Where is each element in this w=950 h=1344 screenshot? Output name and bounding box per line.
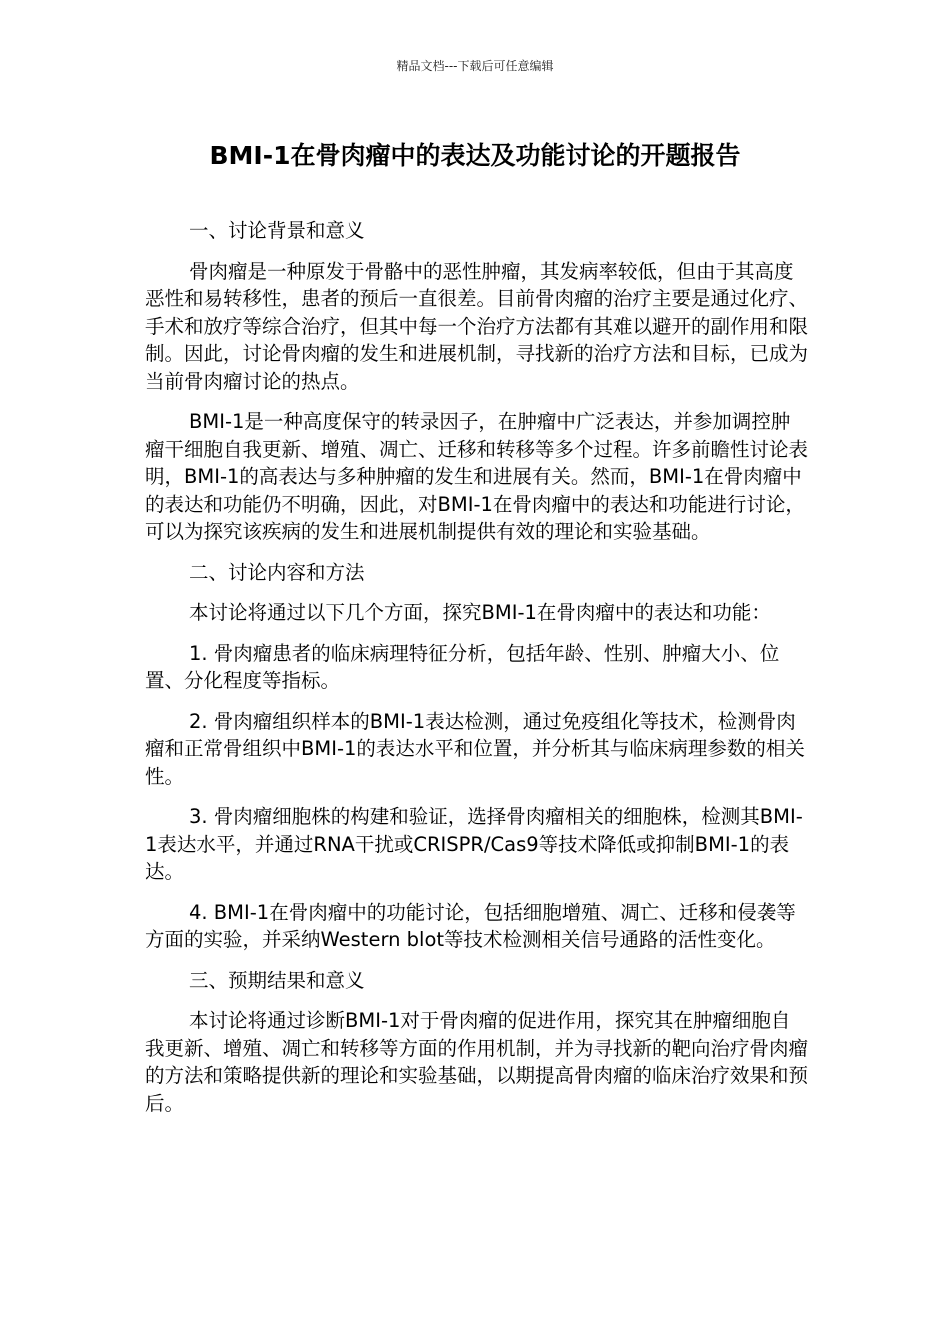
paragraph-expected-results: 本讨论将通过诊断BMI-1对于骨肉瘤的促进作用，探究其在肿瘤细胞自我更新、增殖、凋亡和转移等方面的作用机制，并为寻找新的靶向治疗骨肉瘤的方法和策略提供新的理论和实验基础，以期提高骨肉瘤的临床治疗效果和预后。 bbox=[145, 1009, 809, 1115]
document-title: BMI-1在骨肉瘤中的表达及功能讨论的开题报告 bbox=[209, 141, 741, 170]
paragraph-osteosarcoma-intro: 骨肉瘤是一种原发于骨骼中的恶性肿瘤，其发病率较低，但由于其高度恶性和易转移性，患者的预后一直很差。目前骨肉瘤的治疗主要是通过化疗、手术和放疗等综合治疗，但其中每一个治疗方法都有其难以避开的副作用和限制。因此，讨论骨肉瘤的发生和进展机制，寻找新的治疗方法和目标，已成为当前骨肉瘤讨论的热点。 bbox=[145, 259, 809, 393]
paragraph-bmi1-intro: BMI-1是一种高度保守的转录因子，在肿瘤中广泛表达，并参加调控肿瘤干细胞自我更新、增殖、凋亡、迁移和转移等多个过程。许多前瞻性讨论表明，BMI-1的高表达与多种肿瘤的发生和进展有关。然而，BMI-1在骨肉瘤中的表达和功能仍不明确，因此，对BMI-1在骨肉瘤中的表达和功能进行讨论，可以为探究该疾病的发生和进展机制提供有效的理论和实验基础。 bbox=[145, 410, 809, 543]
list-item-method-4: 4. BMI-1在骨肉瘤中的功能讨论，包括细胞增殖、凋亡、迁移和侵袭等方面的实验，并采纳Western blot等技术检测相关信号通路的活性变化。 bbox=[145, 900, 796, 951]
list-item-method-2: 2. 骨肉瘤组织样本的BMI-1表达检测，通过免疫组化等技术，检测骨肉瘤和正常骨组织中BMI-1的表达水平和位置，并分析其与临床病理参数的相关性。 bbox=[145, 709, 805, 788]
document-body bbox=[145, 217, 809, 1130]
section-heading-background: 一、讨论背景和意义 bbox=[189, 219, 365, 242]
list-item-method-1: 1. 骨肉瘤患者的临床病理特征分析，包括年龄、性别、肿瘤大小、位置、分化程度等指标。 bbox=[145, 641, 780, 692]
paragraph-methods-intro: 本讨论将通过以下几个方面，探究BMI-1在骨肉瘤中的表达和功能： bbox=[189, 601, 771, 624]
section-heading-expected-results: 三、预期结果和意义 bbox=[189, 968, 365, 992]
section-heading-content-methods: 二、讨论内容和方法 bbox=[189, 560, 365, 584]
header-note: 精品文档---下载后可任意编辑 bbox=[396, 59, 554, 73]
list-item-method-3: 3. 骨肉瘤细胞株的构建和验证，选择骨肉瘤相关的细胞株，检测其BMI-1表达水平，并通过RNA干扰或CRISPR/Cas9等技术降低或抑制BMI-1的表达。 bbox=[145, 805, 803, 883]
